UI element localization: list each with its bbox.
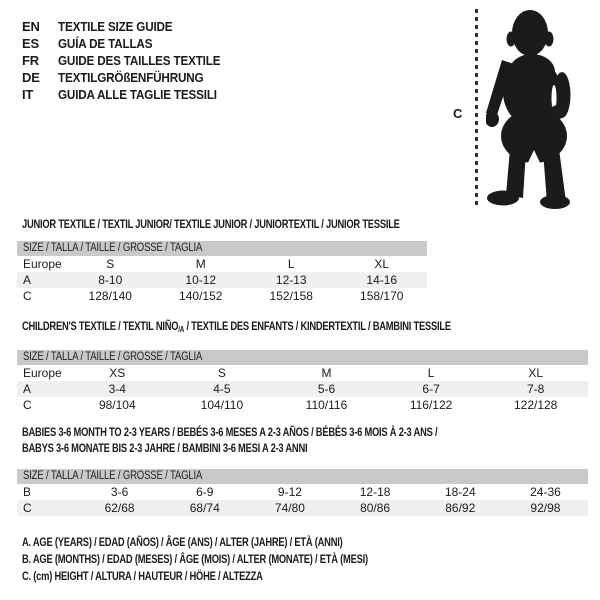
section-title-line: JUNIOR TEXTILE / TEXTIL JUNIOR/ TEXTILE JUNIOR / JUNIORTEXTIL / JUNIOR TESSILE	[22, 217, 400, 231]
language-code: IT	[22, 87, 34, 102]
table-cell: 140/152	[179, 289, 223, 303]
legend-line-a: A. AGE (YEARS) / EDAD (AÑOS) / ÂGE (ANS) / ALTER (JAHRE) / ETÀ (ANNI)	[22, 535, 343, 549]
table-cell: 116/122	[409, 398, 453, 412]
table-cell: 18-24	[444, 485, 476, 499]
table-cell: 24-36	[530, 485, 561, 499]
table-cell: 152/158	[269, 289, 313, 303]
table-cell: 158/170	[360, 289, 404, 303]
language-list	[22, 18, 238, 103]
table-cell: 7-8	[527, 382, 545, 396]
table-cell: XS	[109, 366, 126, 380]
row-label: A	[23, 382, 32, 396]
table-row	[17, 365, 588, 381]
table-cell: S	[217, 366, 226, 380]
section-title-line: BABIES 3-6 MONTH TO 2-3 YEARS / BEBÉS 3-6 MESES A 2-3 AÑOS / BÉBÉS 3-6 MOIS À 2-3 ANS /	[22, 425, 438, 439]
size-header-bar	[17, 241, 427, 256]
table-cell: L	[287, 257, 295, 271]
baby-silhouette-icon	[486, 8, 574, 210]
table-cell: 6-7	[422, 382, 440, 396]
section-title	[22, 318, 588, 338]
table-cell: S	[106, 257, 115, 271]
table-cell: M	[195, 257, 206, 271]
junior-size-table	[17, 256, 427, 304]
table-cell: L	[427, 366, 435, 380]
row-label: C	[23, 289, 32, 303]
table-cell: 14-16	[366, 273, 398, 287]
table-cell: XL	[374, 257, 390, 271]
row-label: C	[23, 501, 32, 515]
table-cell: 8-10	[98, 273, 123, 287]
language-title: TEXTILGRÖßENFÜHRUNG	[58, 70, 204, 85]
table-row	[17, 256, 427, 272]
language-title: GUÍA DE TALLAS	[58, 36, 153, 51]
legend	[22, 534, 465, 585]
table-cell: 80/86	[360, 501, 391, 515]
table-cell: M	[321, 366, 332, 380]
table-cell: 104/110	[200, 398, 244, 412]
table-cell: 12-13	[275, 273, 307, 287]
language-row-it	[22, 86, 238, 103]
table-cell: XL	[528, 366, 544, 380]
size-header-text: SIZE / TALLA / TAILLE / GRÖSSE / TAGLIA	[23, 351, 203, 363]
language-title: GUIDE DES TAILLES TEXTILE	[58, 53, 221, 68]
size-header-bar	[17, 350, 588, 365]
table-cell: 122/128	[513, 398, 558, 412]
language-code: EN	[22, 19, 40, 34]
table-cell: 74/80	[274, 501, 305, 515]
size-header-text: SIZE / TALLA / TAILLE / GRÖSSE / TAGLIA	[23, 242, 203, 254]
table-row	[17, 500, 588, 516]
table-cell: 110/116	[305, 398, 348, 412]
table-row	[17, 272, 427, 288]
table-cell: 86/92	[445, 501, 476, 515]
language-code: DE	[22, 70, 40, 85]
table-row	[17, 288, 427, 304]
row-label: Europe	[23, 257, 62, 271]
table-cell: 3-4	[108, 382, 126, 396]
language-code: FR	[22, 53, 39, 68]
language-code: ES	[22, 36, 39, 51]
section-title-line: BABYS 3-6 MONATE BIS 2-3 JAHRE / BAMBINI 3-6 MESI A 2-3 ANNI	[22, 441, 308, 455]
section-babies	[17, 424, 588, 516]
table-row	[17, 484, 588, 500]
height-marker-label: C	[453, 106, 463, 121]
language-row-es	[22, 35, 238, 52]
row-label: Europe	[23, 366, 62, 380]
table-cell: 12-18	[359, 485, 391, 499]
height-dashed-line	[475, 9, 478, 208]
table-cell: 68/74	[189, 501, 220, 515]
language-row-fr	[22, 52, 238, 69]
section-title	[22, 424, 588, 456]
row-label: A	[23, 273, 32, 287]
section-title-line: CHILDREN'S TEXTILE / TEXTIL $NIÑO_{/A}$ / TEXTILE DES ENFANTS / KINDERTEXTIL / BAMBINI TESSILE	[22, 319, 451, 334]
row-label: C	[23, 398, 32, 412]
language-title: TEXTILE SIZE GUIDE	[58, 19, 173, 34]
table-row	[17, 381, 588, 397]
section-junior	[17, 216, 427, 304]
table-cell: 5-6	[317, 382, 336, 396]
language-title: GUIDA ALLE TAGLIE TESSILI	[58, 87, 217, 102]
legend-line-b: B. AGE (MONTHS) / EDAD (MESES) / ÂGE (MOIS) / ALTER (MONATE) / ETÀ (MESI)	[22, 552, 368, 566]
table-cell: 98/104	[98, 398, 136, 412]
table-cell: 4-5	[213, 382, 231, 396]
section-title	[22, 216, 427, 232]
children-size-table	[17, 365, 588, 413]
legend-line-c: C. (cm) HEIGHT / ALTURA / HAUTEUR / HÖHE / ALTEZZA	[22, 569, 263, 583]
table-cell: 6-9	[196, 485, 214, 499]
row-label: B	[23, 485, 32, 499]
babies-size-table	[17, 484, 588, 516]
language-row-de	[22, 69, 238, 86]
table-cell: 10-12	[185, 273, 217, 287]
table-cell: 62/68	[104, 501, 135, 515]
table-cell: 128/140	[88, 289, 132, 303]
language-row-en	[22, 18, 238, 35]
table-cell: 3-6	[110, 485, 129, 499]
table-cell: 9-12	[277, 485, 302, 499]
section-children	[17, 318, 588, 413]
size-header-text: SIZE / TALLA / TAILLE / GRÖSSE / TAGLIA	[23, 470, 203, 482]
table-cell: 92/98	[530, 501, 561, 515]
table-row	[17, 397, 588, 413]
size-header-bar	[17, 469, 588, 484]
